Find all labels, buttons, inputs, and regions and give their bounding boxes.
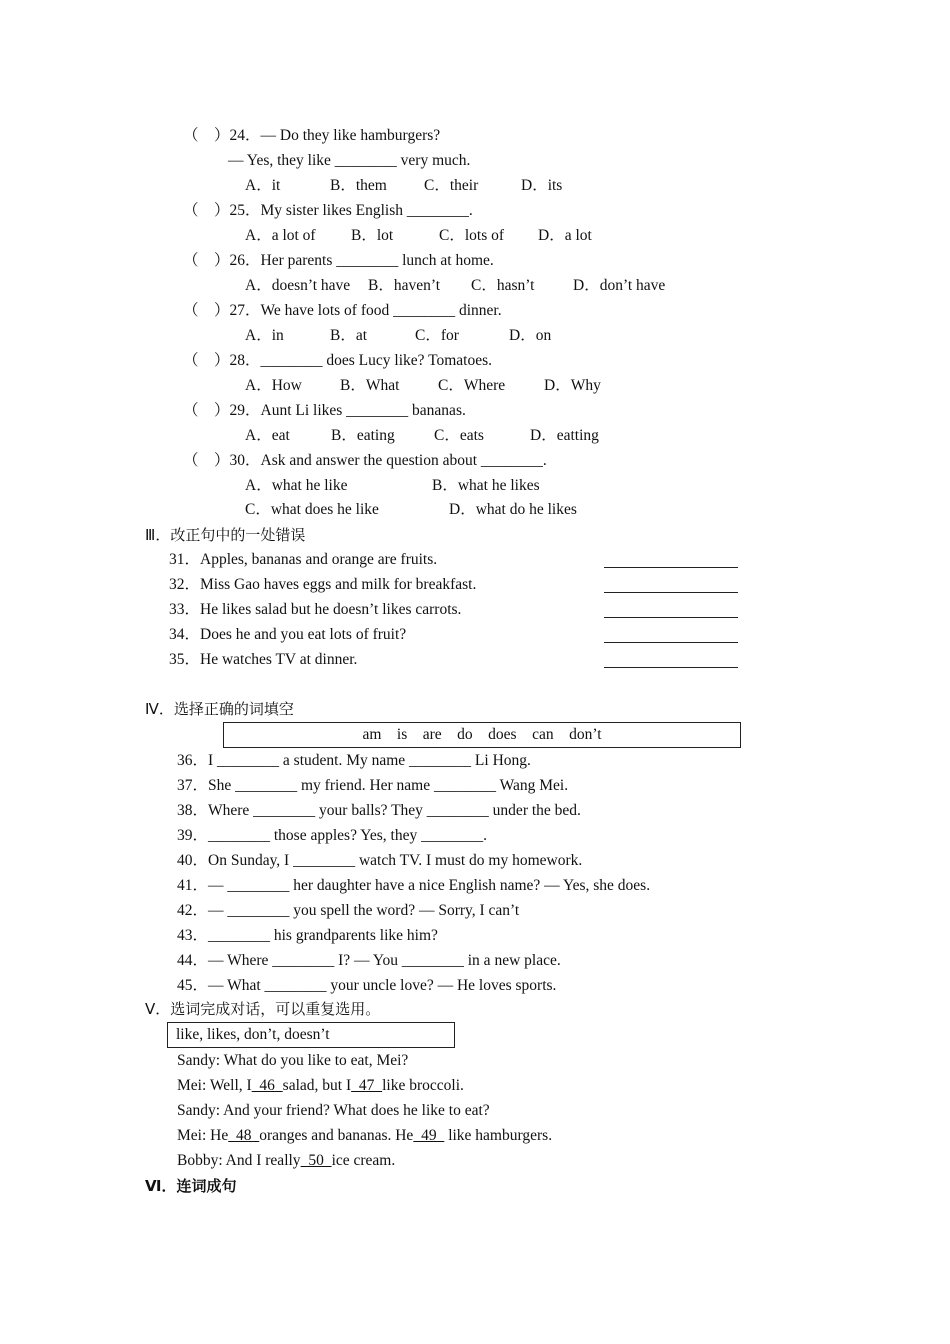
- option: A．How: [245, 377, 302, 394]
- fill-item: 41．— ________ her daughter have a nice English name? — Yes, she does.: [177, 877, 651, 894]
- option: B．haven’t: [368, 277, 441, 294]
- dialogue-line: Sandy: And your friend? What does he like to eat?: [177, 1102, 490, 1119]
- option: A．in: [245, 327, 284, 344]
- question-27: （ ）27．We have lots of food ________ dinner.: [183, 302, 502, 319]
- word-bank: am is are do does can don’t: [362, 726, 602, 743]
- section-6-title: Ⅵ．连词成句: [145, 1177, 237, 1195]
- fill-item: 43．________ his grandparents like him?: [177, 927, 438, 944]
- correction-item: 34．Does he and you eat lots of fruit?: [169, 626, 407, 643]
- blank-50[interactable]: 50: [300, 1152, 332, 1169]
- answer-line[interactable]: [604, 617, 738, 618]
- fill-item: 38．Where ________ your balls? They ________ under the bed.: [177, 802, 581, 819]
- question-24-line2: — Yes, they like ________ very much.: [228, 152, 471, 169]
- option: D．Why: [544, 377, 601, 394]
- fill-item: 42．— ________ you spell the word? — Sorry, I can’t: [177, 902, 520, 919]
- word-list-box: [167, 1022, 455, 1048]
- option: B．lot: [351, 227, 394, 244]
- fill-item: 40．On Sunday, I ________ watch TV. I must do my homework.: [177, 852, 583, 869]
- option: C．their: [424, 177, 479, 194]
- dialogue-line: Mei: Well, I 46 salad, but I 47 like broccoli.: [177, 1077, 464, 1094]
- option: D．what do he likes: [449, 501, 577, 518]
- dialogue-line: Sandy: What do you like to eat, Mei?: [177, 1052, 409, 1069]
- fill-item: 37．She ________ my friend. Her name ________ Wang Mei.: [177, 777, 569, 794]
- section-4-title: Ⅳ．选择正确的词填空: [145, 700, 294, 718]
- blank-46[interactable]: 46: [251, 1077, 283, 1094]
- correction-item: 35．He watches TV at dinner.: [169, 651, 358, 668]
- option: D．on: [509, 327, 552, 344]
- option: A．what he like: [245, 477, 348, 494]
- option: C．Where: [438, 377, 506, 394]
- correction-item: 33．He likes salad but he doesn’t likes carrots.: [169, 601, 462, 618]
- fill-item: 36．I ________ a student. My name ________ Li Hong.: [177, 752, 531, 769]
- dialogue-line: Mei: He 48 oranges and bananas. He 49 like hamburgers.: [177, 1127, 553, 1144]
- dialogue-line: Bobby: And I really 50 ice cream.: [177, 1152, 396, 1169]
- option: B．What: [340, 377, 400, 394]
- blank-49[interactable]: 49: [413, 1127, 445, 1144]
- answer-line[interactable]: [604, 567, 738, 568]
- option: C．hasn’t: [471, 277, 535, 294]
- option: C．what does he like: [245, 501, 379, 518]
- option: D．eatting: [530, 427, 599, 444]
- option: A．eat: [245, 427, 290, 444]
- option: D．don’t have: [573, 277, 666, 294]
- option: B．them: [330, 177, 387, 194]
- option: A．it: [245, 177, 281, 194]
- answer-line[interactable]: [604, 642, 738, 643]
- correction-item: 31．Apples, bananas and orange are fruits.: [169, 551, 438, 568]
- question-30: （ ）30．Ask and answer the question about ________.: [183, 452, 547, 469]
- word-list: like, likes, don’t, doesn’t: [176, 1026, 330, 1043]
- option: B．eating: [331, 427, 395, 444]
- option: D．its: [521, 177, 563, 194]
- section-3-title: Ⅲ．改正句中的一处错误: [145, 526, 306, 544]
- option: D．a lot: [538, 227, 592, 244]
- fill-item: 39．________ those apples? Yes, they ________.: [177, 827, 487, 844]
- option: B．what he likes: [432, 477, 540, 494]
- blank-48[interactable]: 48: [228, 1127, 260, 1144]
- option: C．for: [415, 327, 459, 344]
- section-5-title: Ⅴ．选词完成对话，可以重复选用。: [145, 1000, 381, 1018]
- question-24: （ ）24．— Do they like hamburgers?: [183, 127, 441, 144]
- option: B．at: [330, 327, 368, 344]
- answer-line[interactable]: [604, 592, 738, 593]
- correction-item: 32．Miss Gao haves eggs and milk for breakfast.: [169, 576, 477, 593]
- option: C．lots of: [439, 227, 505, 244]
- question-25: （ ）25．My sister likes English ________.: [183, 202, 473, 219]
- option: C．eats: [434, 427, 484, 444]
- blank-47[interactable]: 47: [351, 1077, 383, 1094]
- option: A．doesn’t have: [245, 277, 351, 294]
- question-29: （ ）29．Aunt Li likes ________ bananas.: [183, 402, 466, 419]
- question-28: （ ）28．________ does Lucy like? Tomatoes.: [183, 352, 493, 369]
- word-bank-box: [223, 722, 741, 748]
- fill-item: 44．— Where ________ I? — You ________ in a new place.: [177, 952, 561, 969]
- question-26: （ ）26．Her parents ________ lunch at home.: [183, 252, 494, 269]
- option: A．a lot of: [245, 227, 316, 244]
- answer-line[interactable]: [604, 667, 738, 668]
- fill-item: 45．— What ________ your uncle love? — He loves sports.: [177, 977, 557, 994]
